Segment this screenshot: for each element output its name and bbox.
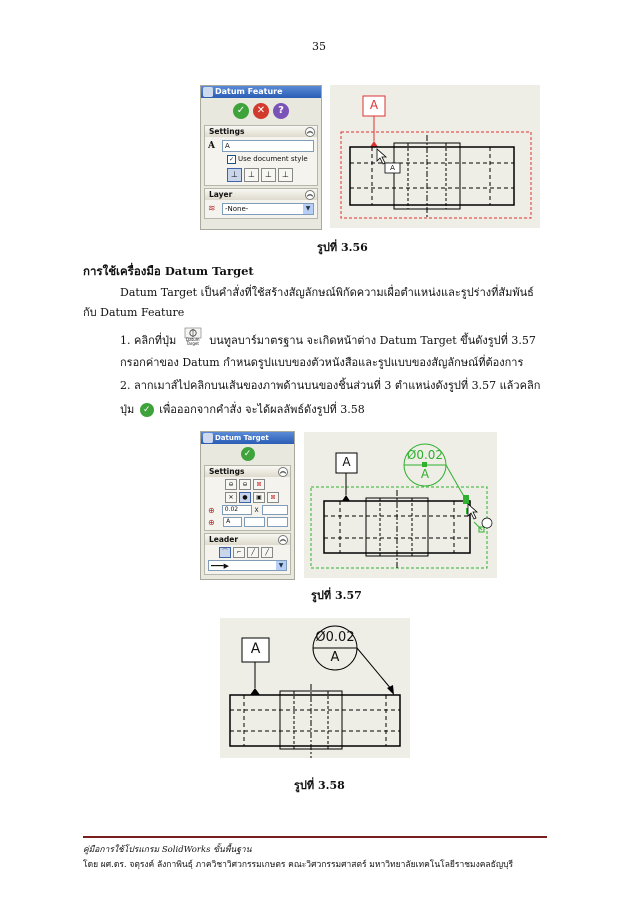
datum-target-panel — [200, 431, 295, 580]
datum-target-toolbar-icon — [183, 327, 203, 347]
leader-style-2-button[interactable]: ⌐ — [233, 547, 245, 558]
paragraph-line: Datum Target เป็นคำสั่งที่ใช้สร้างสัญลักษณ์พิกัดความเผื่อตำแหน่งและรูปร่างที่สัมพันธ์ — [120, 286, 534, 299]
layers-icon: ≋ — [208, 204, 216, 214]
layer-label: Layer — [209, 190, 233, 199]
attach-style-1-button[interactable]: ⊥ — [227, 168, 242, 182]
section-heading: การใช้เครื่องมือ Datum Target — [83, 264, 254, 278]
collapse-icon[interactable]: ︽ — [306, 128, 313, 135]
attach-style-2-button[interactable]: ⊥ — [244, 168, 259, 182]
ok-button[interactable]: ✓ — [241, 447, 255, 461]
panel-title-bar — [201, 432, 294, 444]
target-size-label: Ø0.02 — [315, 630, 355, 645]
attach-style-3-button[interactable]: ⊥ — [261, 168, 276, 182]
footer-rule — [83, 836, 547, 838]
figure-3-57-drawing — [304, 432, 497, 578]
step-1-line — [120, 331, 536, 351]
ok-check-icon: ✓ — [140, 403, 154, 417]
figure-caption: รูปที่ 3.56 — [317, 241, 368, 254]
cancel-button[interactable]: ✕ — [253, 103, 269, 119]
leader-style-1-button[interactable]: ⌒ — [219, 547, 231, 558]
cursor-tag-letter: A — [390, 164, 395, 172]
leader-section — [204, 533, 291, 575]
settings-section — [204, 465, 291, 531]
area-x-button[interactable]: ✕ — [225, 492, 237, 503]
arrow-icon: ━━━▶ — [211, 562, 230, 570]
settings-section — [204, 125, 318, 186]
chevron-down-icon: ▼ — [276, 561, 286, 570]
label-letter: A — [208, 141, 215, 151]
target-size-label: Ø0.02 — [406, 448, 444, 462]
collapse-icon[interactable]: ︽ — [279, 536, 286, 543]
target-style-2-button[interactable]: ⊖ — [239, 479, 251, 490]
step-2-line2 — [120, 402, 365, 418]
datum-letter: A — [250, 641, 261, 657]
datum-letter: A — [369, 98, 379, 112]
figure-caption: รูปที่ 3.57 — [311, 589, 362, 602]
panel-title: Datum Target — [215, 434, 269, 442]
panel-title: Datum Feature — [215, 87, 283, 96]
datum-letter: A — [342, 455, 351, 469]
leader-style-3-button[interactable]: ╱ — [247, 547, 259, 558]
collapse-icon[interactable]: ︽ — [306, 191, 313, 198]
label-input[interactable]: A — [222, 140, 314, 152]
ok-button[interactable]: ✓ — [233, 103, 249, 119]
step-2-line: 2. ลากเมาส์ไปคลิกบนเส้นของภาพด้านบนของชิ้นส่วนที่ 3 ตำแหน่งดังรูปที่ 3.57 แล้วคลิก — [120, 379, 541, 392]
layer-section — [204, 188, 318, 219]
step-text: 1. คลิกที่ปุ่ม — [120, 334, 177, 347]
settings-label: Settings — [209, 467, 245, 476]
datum-ref-icon: ⊕ — [208, 517, 215, 527]
target-size-icon: ⊕ — [208, 505, 215, 515]
target-size-input-2[interactable] — [262, 505, 288, 515]
figure-3-56-drawing — [330, 85, 540, 228]
arrow-style-select[interactable] — [208, 560, 287, 571]
footer-author: โดย ผศ.ดร. จตุรงค์ ลังกาพินธุ์ ภาควิชาวิศวกรรมเกษตร คณะวิศวกรรมศาสตร์ มหาวิทยาลัยเทคโนโลยีราชมงคลธัญบุรี — [83, 860, 514, 870]
datum-target-icon — [203, 433, 213, 443]
datum-feature-panel — [200, 85, 322, 230]
footer-title: คู่มือการใช้โปรแกรม SolidWorks ขั้นพื้นฐาน — [83, 845, 252, 855]
target-letter: A — [420, 467, 430, 481]
x-label: X — [254, 506, 259, 514]
settings-label: Settings — [209, 127, 245, 136]
chevron-down-icon: ▼ — [303, 204, 313, 214]
use-doc-style-checkbox[interactable]: ✓ — [228, 156, 235, 163]
step-text: เพื่อออกจากคำสั่ง จะได้ผลลัพธ์ดังรูปที่ 3.58 — [159, 403, 365, 416]
attach-style-4-button[interactable]: ⊥ — [278, 168, 293, 182]
layer-select[interactable]: -None- ▼ — [222, 203, 314, 215]
step-text: บนทูลบาร์มาตรฐาน จะเกิดหน้าต่าง Datum Target ขึ้นดังรูปที่ 3.57 — [209, 334, 536, 347]
leader-label: Leader — [209, 535, 239, 544]
target-style-1-button[interactable]: ⊖ — [225, 479, 237, 490]
use-doc-style-label: Use document style — [238, 155, 308, 163]
datum-ref-input-2[interactable] — [244, 517, 265, 527]
target-size-input[interactable]: 0.02 — [222, 505, 252, 515]
figure-caption: รูปที่ 3.58 — [294, 779, 345, 792]
area-none-button[interactable]: ⊠ — [267, 492, 279, 503]
figure-3-58-drawing — [220, 618, 410, 758]
paragraph-line: กับ Datum Feature — [83, 306, 185, 319]
page-number: 35 — [312, 40, 326, 53]
panel-title-bar — [201, 86, 321, 98]
icon-caption: Datum Target — [185, 337, 200, 346]
area-rect-button[interactable]: ▣ — [253, 492, 265, 503]
step-text: ปุ่ม — [120, 403, 135, 416]
help-button[interactable]: ? — [273, 103, 289, 119]
step-1-line2: กรอกค่าของ Datum กำหนดรูปแบบของตัวหนังสือและรูปแบบของสัญลักษณ์ที่ต้องการ — [120, 356, 524, 369]
drawing-svg — [330, 85, 540, 228]
drawing-svg — [304, 432, 497, 578]
collapse-icon[interactable]: ︽ — [279, 468, 286, 475]
leader-style-4-button[interactable]: ╱ — [261, 547, 273, 558]
datum-ref-input-3[interactable] — [267, 517, 288, 527]
target-letter: A — [330, 650, 340, 665]
datum-feature-icon — [203, 87, 213, 97]
target-style-3-button[interactable]: ⊠ — [253, 479, 265, 490]
datum-ref-input[interactable]: A — [223, 517, 242, 527]
area-circle-button[interactable]: ● — [239, 492, 251, 503]
